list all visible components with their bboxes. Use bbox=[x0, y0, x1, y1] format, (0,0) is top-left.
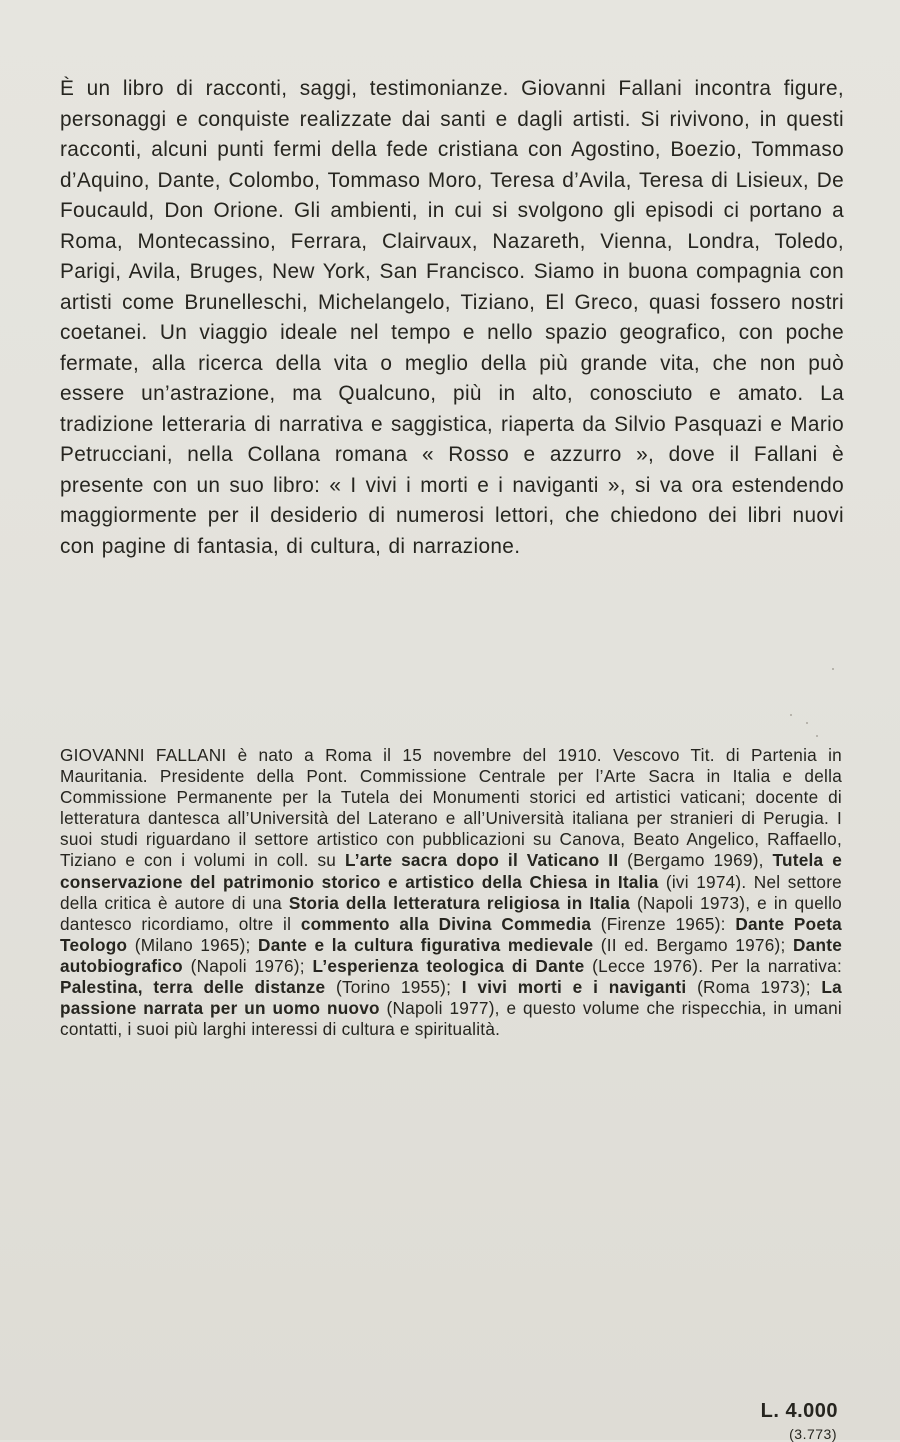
bio-text: (Lecce 1976). Per la narrativa: bbox=[584, 955, 842, 976]
bio-text: (Roma 1973); bbox=[686, 977, 822, 998]
price-label: L. 4.000 bbox=[760, 1400, 838, 1422]
paper-speck bbox=[806, 722, 808, 724]
work-title: Storia della letteratura religiosa in Italia bbox=[288, 892, 631, 913]
work-title: Dante Poeta Teologo bbox=[60, 913, 842, 955]
bio-text: (Milano 1965); bbox=[127, 934, 259, 955]
catalog-code: (3.773) bbox=[789, 1426, 837, 1442]
paper-speck bbox=[816, 735, 818, 737]
work-title: Palestina, terra delle distanze bbox=[60, 977, 326, 998]
book-blurb: È un libro di racconti, saggi, testimonianze. Giovanni Fallani incontra figure, personaggi e conquiste realizzate dai santi e dagli artisti. Si rivivono, in questi racconti, alcuni punti fermi della fede cristiana con Agostino, Boezio, Tommaso d’Aquino, Dante, Colombo, Tommaso Moro, Teresa d’Avila, Teresa di Lisieux, De Foucauld, Don Orione. Gli ambienti, in cui si svolgono gli episodi ci portano a Roma, Montecassino, Ferrara, Clairvaux, Nazareth, Vienna, Londra, Toledo, Parigi, Avila, Bruges, New York, San Francisco. Siamo in buona compagnia con artisti come Brunelleschi, Michelangelo, Tiziano, El Greco, quasi fossero nostri coetanei. Un viaggio ideale nel tempo e nello spazio geografico, con poche fermate, alla ricerca della vita o meglio della più grande vita, che non può essere un’astrazione, ma Qualcuno, più in alto, conosciuto e amato. La tradizione letteraria di narrativa e saggistica, riaperta da Silvio Pasquazi e Mario Petrucciani, nella Collana romana « Rosso e azzurro », dove il Fallani è presente con un suo libro: « I vivi i morti e i naviganti », si va ora estendendo maggiormente per il desiderio di numerosi lettori, che chiedono dei libri nuovi con pagine di fantasia, di cultura, di narrazione. bbox=[60, 77, 844, 558]
bio-text: (Napoli 1973), e in quello dantesco ricordiamo, oltre il bbox=[60, 892, 842, 934]
paper-speck bbox=[790, 714, 792, 716]
bio-text: (Napoli 1976); bbox=[182, 955, 313, 976]
paper-speck bbox=[832, 668, 834, 670]
bio-text: (Napoli 1977), e questo volume che rispecchia, in umani contatti, i suoi più larghi interessi di cultura e spiritualità. bbox=[60, 998, 842, 1040]
work-title: L’esperienza teologica di Dante bbox=[312, 955, 585, 976]
bio-text: (Torino 1955); bbox=[325, 977, 462, 998]
bio-text: (Firenze 1965): bbox=[591, 913, 736, 934]
work-title: La passione narrata per un uomo nuovo bbox=[60, 977, 842, 1019]
work-title: L’arte sacra dopo il Vaticano II bbox=[344, 850, 619, 871]
bio-text: (Bergamo 1969), bbox=[618, 850, 773, 871]
author-biography bbox=[60, 745, 842, 1040]
bio-text: (II ed. Bergamo 1976); bbox=[593, 934, 793, 955]
bio-text: GIOVANNI FALLANI è nato a Roma il 15 novembre del 1910. Vescovo Tit. di Partenia in Mauritania. Presidente della Pont. Commissione Centrale per l’Arte Sacra in Italia e della Commissione Permanente per la Tutela dei Monumenti storici ed artistici vaticani; docente di letteratura dantesca all’Università del Laterano e all’Università italiana per stranieri di Perugia. I suoi studi riguardano il settore artistico con pubblicazioni su Canova, Beato Angelico, Raffaello, Tiziano e con i volumi in coll. su bbox=[60, 745, 842, 871]
work-title: Dante autobiografico bbox=[60, 934, 843, 976]
work-title: commento alla Divina Commedia bbox=[300, 913, 592, 934]
work-title: Tutela e conservazione del patrimonio storico e artistico della Chiesa in Italia bbox=[60, 850, 842, 892]
work-title: I vivi morti e i naviganti bbox=[461, 977, 687, 998]
work-title: Dante e la cultura figurativa medievale bbox=[258, 934, 594, 955]
bio-text: (ivi 1974). Nel settore della critica è autore di una bbox=[60, 871, 842, 913]
